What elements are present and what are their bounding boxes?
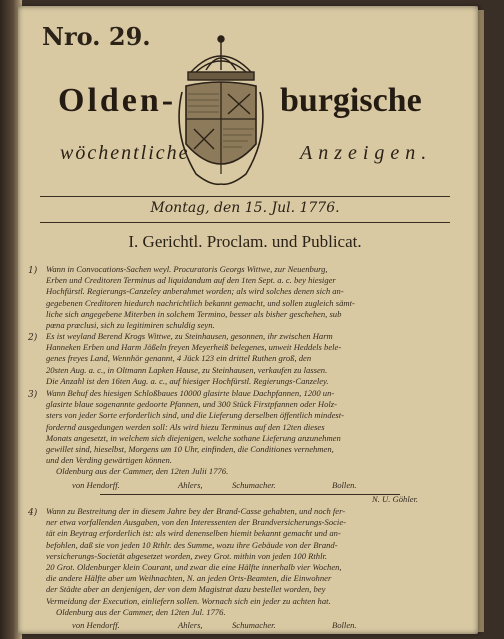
signature: von Hendorff. xyxy=(72,620,120,630)
entry-2-text xyxy=(46,331,456,387)
text-line: fordernd ausgedungen werden soll: Als wird hiezu Terminus auf den 12ten dieses xyxy=(46,421,325,432)
place-line: Oldenburg aus der Cammer, den 12ten Jul. 1776. xyxy=(56,606,226,617)
text-line: liche sich angegebene Miterben in solchem Termino, besser als bisher geschehen, sub xyxy=(46,308,342,319)
entry-number: 4) xyxy=(28,508,38,518)
text-line: Vermeidung der Execution, einliefern sollen. Wornach sich ein jeder zu achten hat. xyxy=(46,595,331,606)
text-line: Die Anzahl ist den 16ten Aug. a. c., auf hiesiger Hochfürstl. Regierungs-Canzeley. xyxy=(46,375,329,386)
issue-number: Nro. 29. xyxy=(42,22,151,51)
entry-number: 1) xyxy=(28,266,38,276)
coat-of-arms-emblem xyxy=(166,34,276,194)
text-line: pœna præclusi, sich zu legitimiren schuldig seyn. xyxy=(46,320,215,331)
signature: von Hendorff. xyxy=(72,480,120,490)
signature: Bollen. xyxy=(332,480,357,490)
text-line: Hanneken Erben und Harm Jößeln freyen Meyerheiß belegenes, unweit Heddels bele- xyxy=(46,342,342,353)
text-line: befohlen, daß sie von jeden 10 Rthlr. des Summe, wozu ihre Gebäude von der Brand- xyxy=(46,539,338,550)
dateline: Montag, den 15. Jul. 1776. xyxy=(150,200,340,216)
entry-number: 2) xyxy=(28,333,38,343)
signature: Schumacher. xyxy=(232,620,276,630)
text-line: Es ist weyland Berend Krogs Wittwe, zu Steinhausen, gesonnen, ihr zwischen Harm xyxy=(46,331,333,341)
text-line: Hochfürstl. Regierungs-Canzeley anberahmet worden; als wird solches denen sich an- xyxy=(46,286,344,297)
text-line: Wann Behuf des hiesigen Schloßbaues 10000 glasirte blaue Dachpfannen, 1200 un- xyxy=(46,388,335,398)
text-line: Erben und Creditoren Terminus ad liquidandum auf den 1ten Sept. a. c. bey hiesiger xyxy=(46,275,336,286)
text-line: glasirte blaue sogenannte gedoorte Pfannen, und 300 Stück Firstpfannen oder Holz- xyxy=(46,399,337,410)
dateline-rule xyxy=(40,222,450,223)
text-line: 20 Grot. Oldenburger klein Courant, und zwar die eine Hälfte innerhalb vier Wochen, xyxy=(46,562,342,573)
signature: Ahlers, xyxy=(178,620,203,630)
text-line: versicherungs-Societät abgesetzet worden, zwey Grot. mithin von jeden 100 Rthlr. xyxy=(46,550,327,561)
text-line: gegebenen Creditoren hiedurch nachrichtlich bekannt gemacht, und sollen zugleich sämt- xyxy=(46,297,355,308)
entry-number: 3) xyxy=(28,390,38,400)
text-line: Wann zu Bestreitung der in diesem Jahre bey der Brand-Casse gehabten, und noch fer- xyxy=(46,506,346,516)
top-rule xyxy=(40,196,450,197)
place-line: Oldenburg aus der Cammer, den 12ten Julii 1776. xyxy=(56,466,229,477)
text-line: gewillet sind, hieselbst, Morgens um 10 Uhr, einfinden, die Conditiones vernehmen, xyxy=(46,444,334,455)
signature: Schumacher. xyxy=(232,480,276,490)
text-line: tät ein Beytrag erforderlich ist: als wird denenselben hiemit bekannt gemacht und an- xyxy=(46,528,341,539)
masthead-subtitle-right: Anzeigen. xyxy=(300,142,433,164)
text-line: ner etwa vorfallenden Ausgaben, von den Interessenten der Brandversicherungs-Socie- xyxy=(46,517,346,528)
signature: Bollen. xyxy=(332,620,357,630)
text-line: die andere Hälfte aber um Weihnachten, N. an jeden Orts-Beamten, die Einwohner xyxy=(46,573,332,584)
signature: Ahlers, xyxy=(178,480,203,490)
masthead-title-left: Olden- xyxy=(58,82,177,119)
entry-3-text xyxy=(46,388,456,478)
entry-1-text xyxy=(46,264,456,331)
text-line: 20sten Aug. a. c., in Oltmann Lapken Hause, zu Steinhausen, verkaufen zu lassen. xyxy=(46,364,328,375)
signature-note: N. U. Göhler. xyxy=(372,494,419,504)
masthead-title-right: burgische xyxy=(280,82,422,119)
text-line: Wann in Convocations-Sachen weyl. Procuratoris Georgs Wittwe, zur Neuenburg, xyxy=(46,264,328,274)
text-line: sters von jeder Sorte erforderlich sind, und die Lieferung derselben öffentlich mindest- xyxy=(46,410,345,421)
separator-rule xyxy=(100,494,400,495)
text-line: genes freyes Land, Wennhör genannt, 4 Jück 123 ein drittel Ruthen groß, den xyxy=(46,353,312,364)
section-title: I. Gerichtl. Proclam. und Publicat. xyxy=(128,232,362,251)
entry-4-text xyxy=(46,506,456,618)
text-line: der Städte aber an denjenigen, der von dem Magistrat dazu bestellet worden, bey xyxy=(46,584,326,595)
masthead-subtitle-left: wöchentliche xyxy=(60,142,190,164)
text-line: und den Verding gewärtigen können. xyxy=(46,455,172,466)
text-line: Monats angesetzt, in welchem sich diejenigen, welche sothane Lieferung anzunehmen xyxy=(46,432,341,443)
